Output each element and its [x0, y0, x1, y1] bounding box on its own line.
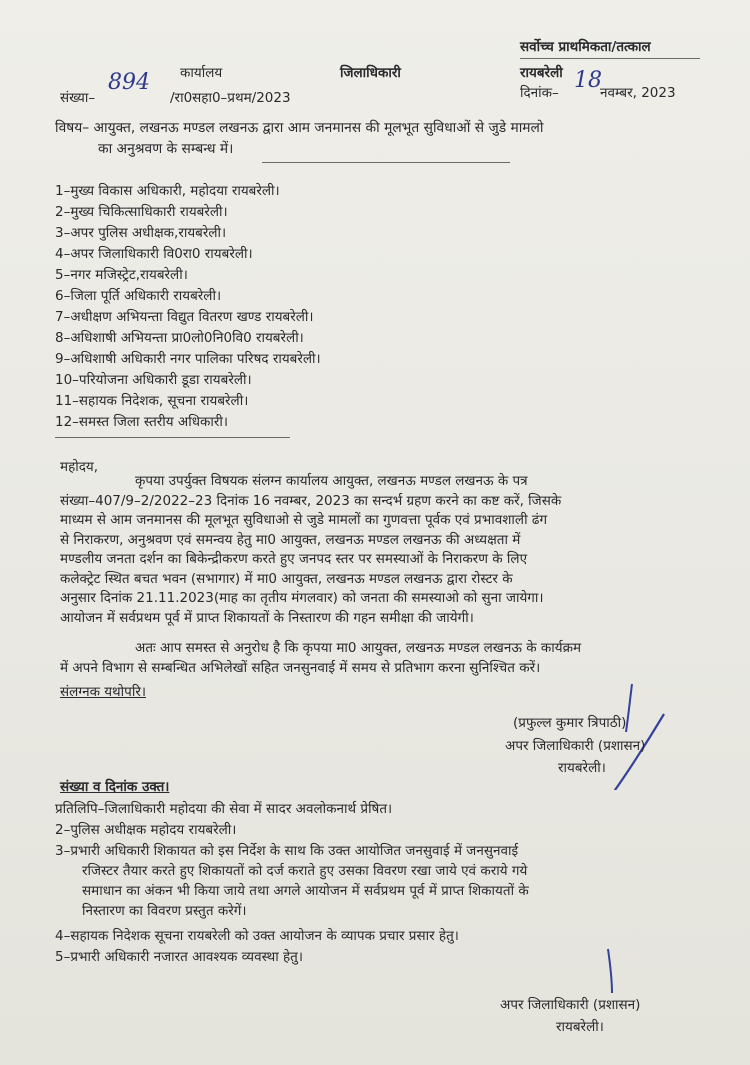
officer-designation: अपर जिलाधिकारी (प्रशासन) — [505, 738, 646, 754]
body-line: में अपने विभाग से सम्बन्धित अभिलेखों सहित जनसुनवाई में समय से प्रतिभाग करना सुनिश्चित करें। — [60, 659, 541, 676]
copy-line: प्रतिलिपि–जिलाधिकारी महोदया की सेवा में सादर अवलोकनार्थ प्रेषित। — [55, 801, 393, 817]
recipient-item: 4–अपर जिलाधिकारी वि0रा0 रायबरेली। — [55, 246, 253, 262]
recipient-item: 9–अधिशाषी अधिकारी नगर पालिका परिषद रायबरेली। — [55, 351, 321, 367]
body-line: कलेक्ट्रेट स्थित बचत भवन (सभागार) में मा0 आयुक्त, लखनऊ मण्डल लखनऊ द्वारा रोस्टर के — [60, 570, 513, 587]
body-line: अनुसार दिनांक 21.11.2023(माह का तृतीय मंगलवार) को जनता की समस्याओ को सुना जायेगा। — [60, 590, 544, 606]
copy-line: 5–प्रभारी अधिकारी नजारत आवश्यक व्यवस्था हेतु। — [55, 949, 303, 965]
subject-line-2: का अनुश्रवण के सम्बन्ध में। — [98, 141, 234, 157]
copy-line: 2–पुलिस अधीक्षक महोदय रायबरेली। — [55, 822, 237, 838]
body-line: मण्डलीय जनता दर्शन का बिकेन्द्रीकरण करते हुए जनपद स्तर पर समस्याओं के निराकरण के लिए — [60, 551, 528, 567]
recipient-item: 11–सहायक निदेशक, सूचना रायबरेली। — [55, 393, 249, 409]
header-district: रायबरेली — [520, 65, 563, 81]
copy-line: समाधान का अंकन भी किया जाये तथा अगले आयोजन में सर्वप्रथम पूर्व में प्राप्त शिकायतों के — [82, 883, 529, 899]
salutation: महोदय, — [60, 459, 99, 475]
office-label: कार्यालय — [180, 65, 223, 81]
copy-heading: संख्या व दिनांक उक्त। — [60, 779, 170, 795]
body-line: संख्या–407/9–2/2022–23 दिनांक 16 नवम्बर, 2023 का सन्दर्भ ग्रहण करने का कष्ट करें, जिसके — [60, 492, 562, 509]
dinank-label: दिनांक– — [520, 85, 559, 101]
officer-name: (प्रफुल्ल कुमार त्रिपाठी) — [513, 715, 627, 731]
sankhya-handwritten-number: 894 — [108, 70, 150, 95]
dinank-month-year: नवम्बर, 2023 — [600, 85, 676, 101]
recipient-item: 10–परियोजना अधिकारी डूडा रायबरेली। — [55, 372, 252, 388]
office-name: जिलाधिकारी — [340, 65, 401, 81]
recipient-item: 12–समस्त जिला स्तरीय अधिकारी। — [55, 414, 229, 430]
recipient-item: 8–अधिशाषी अभियन्ता प्रा0लो0नि0वि0 रायबरेली। — [55, 330, 304, 346]
recipient-item: 3–अपर पुलिस अधीक्षक,रायबरेली। — [55, 225, 227, 241]
signoff-designation: अपर जिलाधिकारी (प्रशासन) — [500, 997, 641, 1013]
recipient-item: 7–अधीक्षण अभियन्ता विद्युत वितरण खण्ड रायबरेली। — [55, 309, 314, 325]
body-line: कृपया उपर्युक्त विषयक संलग्न कार्यालय आयुक्त, लखनऊ मण्डल लखनऊ के पत्र — [135, 473, 528, 489]
reference-number: /रा0सहा0–प्रथम/2023 — [170, 90, 291, 106]
recipient-item: 6–जिला पूर्ति अधिकारी रायबरेली। — [55, 288, 222, 304]
officer-district: रायबरेली। — [558, 760, 606, 776]
body-line: अतः आप समस्त से अनुरोध है कि कृपया मा0 आयुक्त, लखनऊ मण्डल लखनऊ के कार्यक्रम — [135, 640, 582, 656]
copy-line: 4–सहायक निदेशक सूचना रायबरेली को उक्त आयोजन के व्यापक प्रचार प्रसार हेतु। — [55, 928, 459, 944]
signoff-district: रायबरेली। — [556, 1019, 604, 1035]
recipient-item: 5–नगर मजिस्ट्रेट,रायबरेली। — [55, 267, 188, 283]
subject-line-1: विषय– आयुक्त, लखनऊ मण्डल लखनऊ द्वारा आम जनमानस की मूलभूत सुविधाओं से जुडे मामलो — [55, 120, 544, 136]
recipient-item: 2–मुख्य चिकित्साधिकारी रायबरेली। — [55, 204, 228, 220]
copy-line: निस्तारण का विवरण प्रस्तुत करेगें। — [82, 903, 247, 919]
copy-line: रजिस्टर तैयार करते हुए शिकायतों को दर्ज कराते हुए उसका विवरण रखा जाये एवं कराये गये — [82, 863, 528, 879]
priority-label: सर्वोच्च प्राथमिकता/तत्काल — [520, 39, 651, 55]
copy-line: 3–प्रभारी अधिकारी शिकायत को इस निर्देश के साथ कि उक्त आयोजित जनसुवाई में जनसुनवाई — [55, 843, 519, 859]
dinank-handwritten-day: 18 — [574, 68, 602, 93]
body-line: से निराकरण, अनुश्रवण एवं समन्वय हेतु मा0 आयुक्त, लखनऊ मण्डल लखनऊ की अध्यक्षता में — [60, 531, 521, 548]
recipient-item: 1–मुख्य विकास अधिकारी, महोदया रायबरेली। — [55, 183, 280, 199]
sankhya-label: संख्या– — [60, 90, 96, 106]
enclosure-note: संलग्नक यथोपरि। — [60, 684, 146, 700]
body-line: आयोजन में सर्वप्रथम पूर्व में प्राप्त शिकायतों के निस्तारण की गहन समीक्षा की जायेगी। — [60, 609, 474, 626]
body-paragraph-1 — [60, 472, 700, 628]
body-line: माध्यम से आम जनमानस की मूलभूत सुविधाओ से जुडे मामलों का गुणवत्ता पूर्वक एवं प्रभावशाली ढंग — [60, 512, 548, 528]
